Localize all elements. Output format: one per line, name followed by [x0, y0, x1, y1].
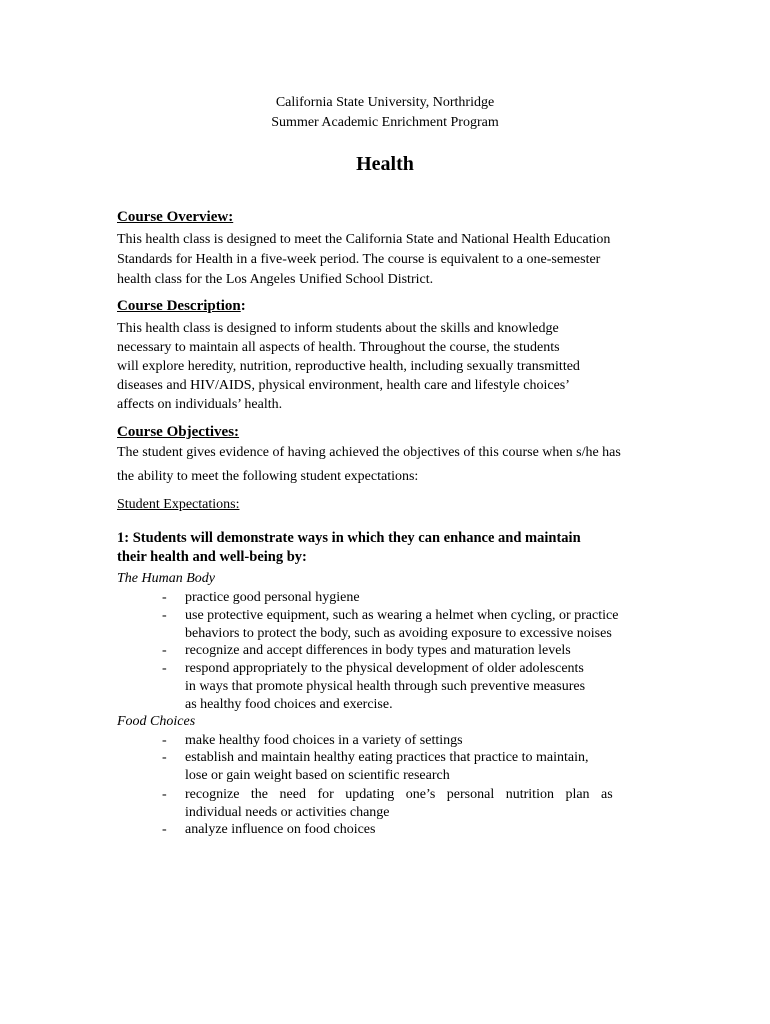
- list-item-text: use protective equipment, such as wearing a helmet when cycling, or practice: [185, 608, 619, 623]
- list-item-text: in ways that promote physical health through such preventive measures: [185, 679, 586, 694]
- course-description-colon: :: [240, 298, 246, 314]
- course-description-heading-text: Course Description: [117, 298, 241, 314]
- list-item-text: individual needs or activities change: [185, 805, 390, 820]
- description-line: will explore heredity, nutrition, reproductive health, including sexually transmitted: [117, 359, 580, 374]
- list-dash: -: [162, 608, 167, 623]
- description-line: necessary to maintain all aspects of health. Throughout the course, the students: [117, 340, 560, 355]
- list-item-text: recognize the need for updating one’s personal nutrition plan as: [185, 787, 613, 802]
- list-dash: -: [162, 590, 167, 605]
- list-item-text: establish and maintain healthy eating practices that practice to maintain,: [185, 750, 589, 765]
- description-line: diseases and HIV/AIDS, physical environment, health care and lifestyle choices’: [117, 378, 570, 393]
- list-dash: -: [162, 787, 167, 802]
- list-item-text: behaviors to protect the body, such as avoiding exposure to excessive noises: [185, 626, 612, 641]
- page-title: Health: [356, 153, 414, 175]
- student-expectations-label: Student Expectations:: [117, 497, 240, 512]
- objectives-line: the ability to meet the following student expectations:: [117, 469, 419, 484]
- list-dash: -: [162, 733, 167, 748]
- list-item-text: lose or gain weight based on scientific research: [185, 768, 450, 783]
- overview-line: Standards for Health in a five-week period. The course is equivalent to a one-semester: [117, 252, 601, 267]
- food-choices-heading: Food Choices: [117, 714, 196, 729]
- list-dash: -: [162, 822, 167, 837]
- list-item-text: analyze influence on food choices: [185, 822, 376, 837]
- list-dash: -: [162, 661, 167, 676]
- course-description-heading: [117, 298, 246, 315]
- list-item-text: as healthy food choices and exercise.: [185, 697, 393, 712]
- overview-line: health class for the Los Angeles Unified School District.: [117, 272, 434, 287]
- course-objectives-heading: Course Objectives:: [117, 424, 240, 440]
- standard-1-line: their health and well-being by:: [117, 549, 307, 565]
- institution-name: California State University, Northridge: [275, 95, 495, 110]
- list-item-text: respond appropriately to the physical development of older adolescents: [185, 661, 584, 676]
- list-item-text: make healthy food choices in a variety of settings: [185, 733, 463, 748]
- description-line: affects on individuals’ health.: [117, 397, 283, 412]
- objectives-line: The student gives evidence of having achieved the objectives of this course when s/he has: [117, 445, 621, 460]
- standard-1-line: 1: Students will demonstrate ways in which they can enhance and maintain: [117, 530, 581, 546]
- course-overview-heading: Course Overview:: [117, 209, 234, 225]
- list-dash: -: [162, 750, 167, 765]
- list-item-text: practice good personal hygiene: [185, 590, 360, 605]
- list-item-text: recognize and accept differences in body types and maturation levels: [185, 643, 571, 658]
- human-body-heading: The Human Body: [117, 571, 215, 586]
- program-name: Summer Academic Enrichment Program: [271, 115, 499, 130]
- overview-line: This health class is designed to meet the California State and National Health Education: [117, 232, 611, 247]
- list-dash: -: [162, 643, 167, 658]
- description-line: This health class is designed to inform students about the skills and knowledge: [117, 321, 559, 336]
